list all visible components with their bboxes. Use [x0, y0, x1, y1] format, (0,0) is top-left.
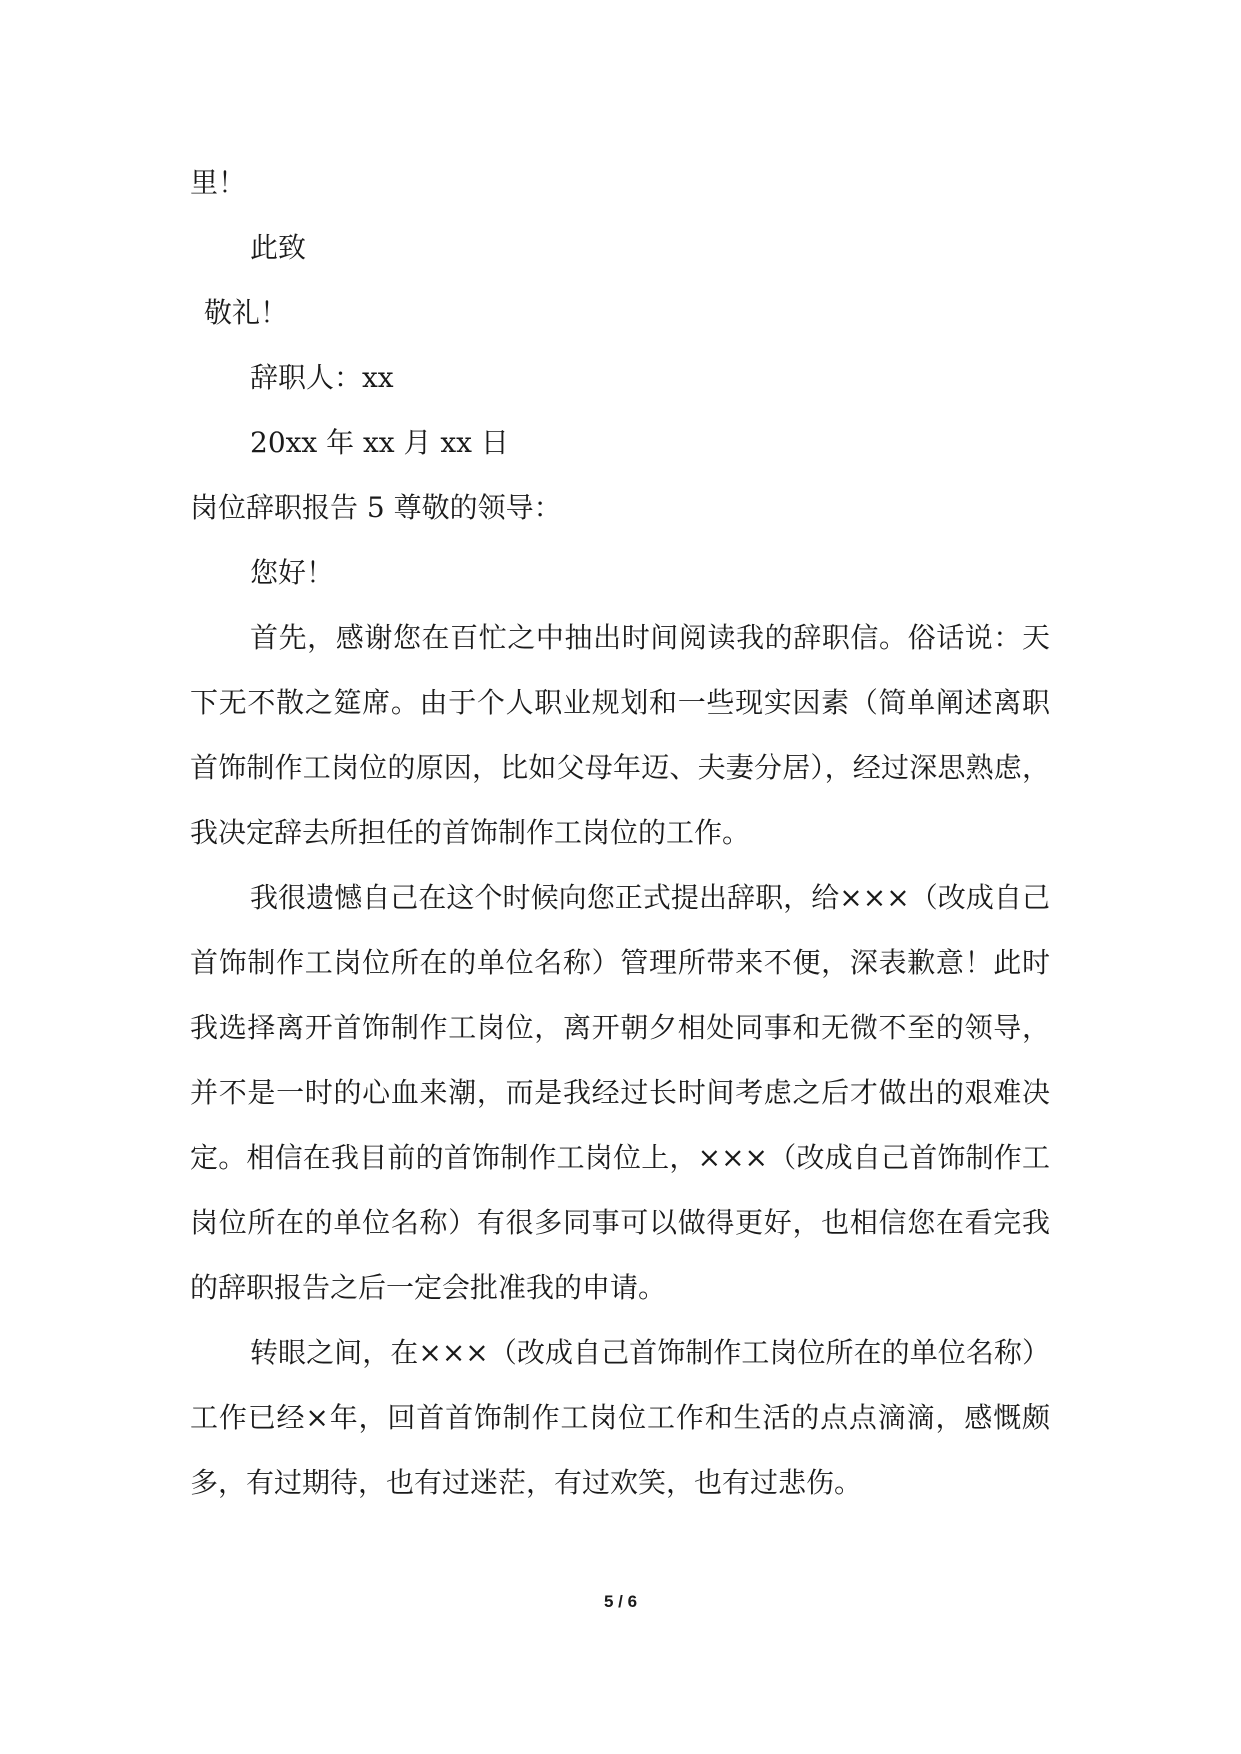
paragraph-closing-fragment: 里！	[190, 166, 247, 199]
paragraph-body-3: 转眼之间，在×××（改成自己首饰制作工岗位所在的单位名称）工作已经×年，回首首饰制作工岗位工作和生活的点点滴滴，感慨颇多，有过期待，也有过迷茫，有过欢笑，也有过悲伤。	[190, 1336, 1050, 1499]
paragraph-signature-date: 20xx 年 xx 月 xx 日	[250, 426, 509, 459]
paragraph-body-1: 首先，感谢您在百忙之中抽出时间阅读我的辞职信。俗话说：天下无不散之筵席。由于个人职业规划和一些现实因素（简单阐述离职首饰制作工岗位的原因，比如父母年迈、夫妻分居），经过深思熟虑，我决定辞去所担任的首饰制作工岗位的工作。	[190, 621, 1050, 849]
paragraph-body-2: 我很遗憾自己在这个时候向您正式提出辞职，给×××（改成自己首饰制作工岗位所在的单位名称）管理所带来不便，深表歉意！此时我选择离开首饰制作工岗位，离开朝夕相处同事和无微不至的领导，并不是一时的心血来潮，而是我经过长时间考虑之后才做出的艰难决定。相信在我目前的首饰制作工岗位上，×××（改成自己首饰制作工岗位所在的单位名称）有很多同事可以做得更好，也相信您在看完我的辞职报告之后一定会批准我的申请。	[190, 881, 1050, 1304]
paragraph-salutation-jingli: 敬礼！	[204, 296, 289, 329]
page-number: 5 / 6	[603, 1592, 638, 1611]
paragraph-greeting: 您好！	[250, 556, 335, 589]
paragraph-signature-name: 辞职人：xx	[250, 361, 394, 394]
paragraph-section-heading: 岗位辞职报告 5 尊敬的领导：	[190, 491, 562, 524]
paragraph-salutation-cizhi: 此致	[250, 231, 307, 264]
document-body	[190, 150, 1050, 1515]
